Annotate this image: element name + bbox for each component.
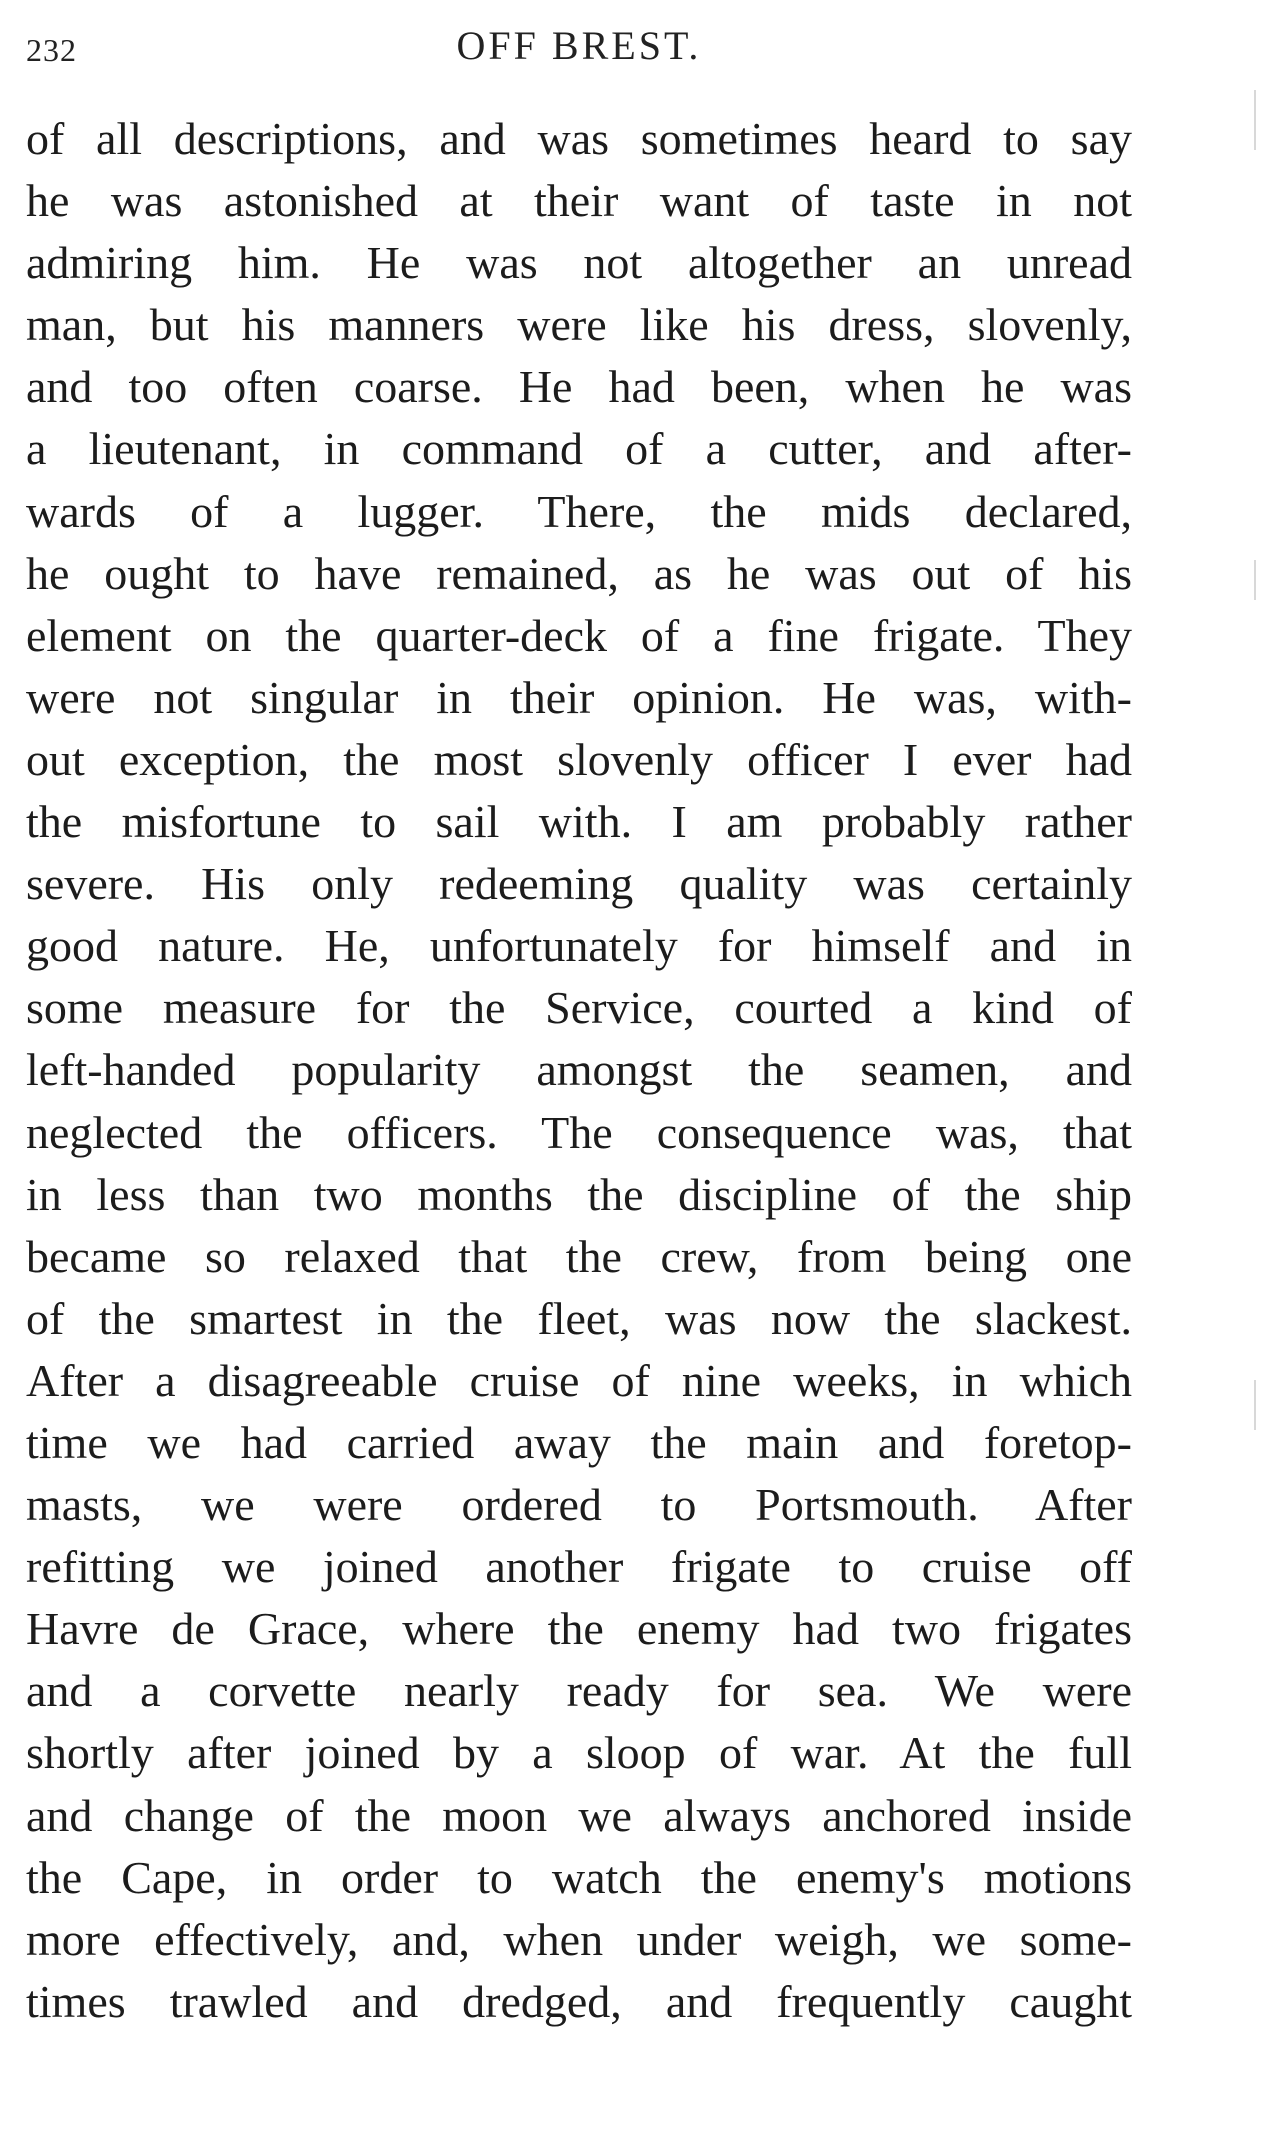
text-line: in less than two months the discipline of the ship: [26, 1168, 1132, 1220]
text-line: Havre de Grace, where the enemy had two frigates: [26, 1603, 1132, 1655]
text-line: became so relaxed that the crew, from being one: [26, 1230, 1132, 1282]
text-line: times trawled and dredged, and frequently caught: [26, 1975, 1132, 2027]
text-line: of all descriptions, and was sometimes heard to say: [26, 113, 1132, 164]
page-edge-shadow: [1254, 90, 1256, 150]
text-line: the misfortune to sail with. I am probably rather: [26, 796, 1132, 848]
text-line: and too often coarse. He had been, when he was: [26, 361, 1132, 413]
text-line: he was astonished at their want of taste in not: [26, 175, 1132, 227]
text-line: neglected the officers. The consequence was, that: [26, 1106, 1132, 1158]
text-line: time we had carried away the main and foretop-: [26, 1416, 1132, 1468]
text-line: good nature. He, unfortunately for himself and in: [26, 920, 1132, 972]
text-line: were not singular in their opinion. He was, with-: [26, 671, 1132, 723]
text-line: severe. His only redeeming quality was certainly: [26, 858, 1132, 910]
page-edge-shadow: [1254, 1380, 1256, 1430]
page-number: 232: [26, 32, 77, 68]
text-line: out exception, the most slovenly officer I ever had: [26, 733, 1132, 785]
text-line: refitting we joined another frigate to cruise off: [26, 1541, 1132, 1593]
page-edge-shadow: [1254, 560, 1256, 600]
text-line: a lieutenant, in command of a cutter, and after-: [26, 423, 1132, 475]
running-title: OFF BREST.: [456, 23, 702, 68]
text-line: element on the quarter-deck of a fine frigate. They: [26, 609, 1132, 661]
text-line: and change of the moon we always anchored inside: [26, 1789, 1132, 1841]
text-line: the Cape, in order to watch the enemy's motions: [26, 1851, 1132, 1903]
text-line: some measure for the Service, courted a kind of: [26, 982, 1132, 1034]
running-head: [26, 20, 1132, 70]
text-line: admiring him. He was not altogether an unread: [26, 237, 1132, 289]
text-line: man, but his manners were like his dress, slovenly,: [26, 299, 1132, 351]
text-line: and a corvette nearly ready for sea. We were: [26, 1665, 1132, 1717]
text-line: left-handed popularity amongst the seamen, and: [26, 1044, 1132, 1096]
text-line: of the smartest in the fleet, was now the slackest.: [26, 1292, 1132, 1344]
text-line: he ought to have remained, as he was out of his: [26, 547, 1132, 599]
text-line: shortly after joined by a sloop of war. At the full: [26, 1727, 1132, 1779]
text-line: masts, we were ordered to Portsmouth. After: [26, 1479, 1132, 1531]
text-line: more effectively, and, when under weigh, we some-: [26, 1913, 1132, 1965]
text-line: After a disagreeable cruise of nine weeks, in which: [26, 1354, 1132, 1406]
body-text: [26, 108, 1132, 2033]
text-line: wards of a lugger. There, the mids declared,: [26, 485, 1132, 537]
